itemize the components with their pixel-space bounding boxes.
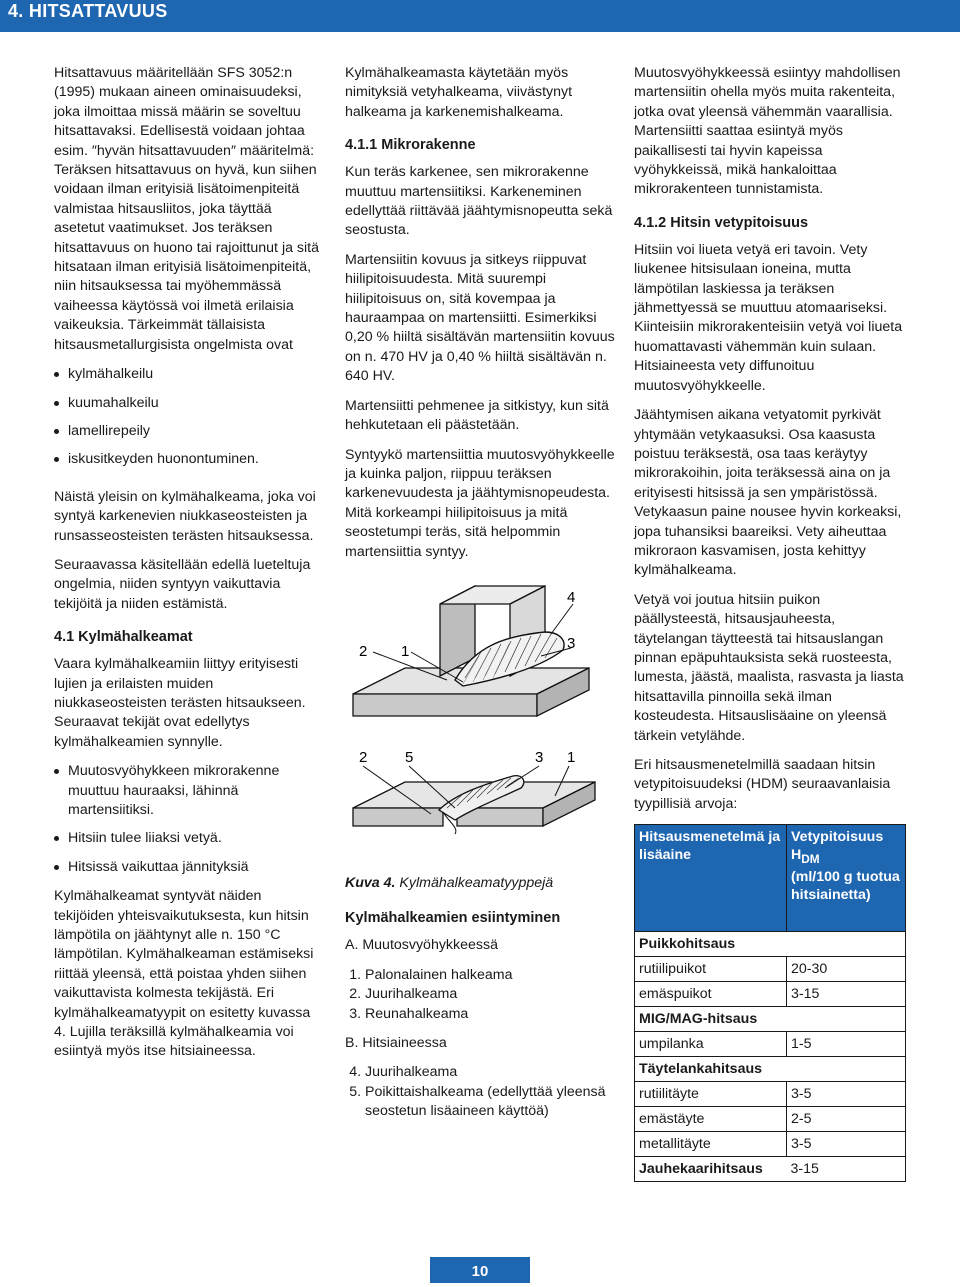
table-row [635,982,906,1007]
group-a-item: 2. Juurihalkeama [365,985,617,1004]
table-row [635,1057,906,1082]
risk-paragraph: Vaara kylmähalkeamiin liittyy erityisesti lujien ja erilaisten muiden niukkaseosteisten terästen hitsaukseen. Seuraavat tekijät ovat edellytys kylmähalkeamien synnylle. [54,656,306,750]
table-row [635,1007,906,1032]
table-value-cell: 3-15 [787,1157,906,1182]
hdm-subscript: DM [801,852,820,867]
group-b-item: 5. Poikittaishalkeama (edellyttää yleensä seostetun lisäaineen käyttöä) [365,1083,617,1122]
condition-item: Hitsissä vaikuttaa jännityksiä [54,858,324,877]
table-group-cell: Täytelankahitsaus [635,1057,906,1082]
figure-label: 1 [567,748,576,766]
cold-crack-common-paragraph: Näistä yleisin on kylmähalkeama, joka voi syntyä karkenevien niukkaseosteisten ja runsasseosteisten terästen hitsauksessa. [54,488,316,544]
figure-label: 5 [405,748,414,766]
section-heading-4-1-2: 4.1.2 Hitsin vetypitoisuus [634,214,809,231]
table-value-cell: 2-5 [787,1107,906,1132]
table-row [635,1107,906,1132]
table-value-cell: 1-5 [787,1032,906,1057]
table-row [635,1032,906,1057]
figure-label: 3 [535,748,544,766]
table-value-cell: 3-5 [787,1132,906,1157]
table-row [635,932,906,957]
hdm-intro-paragraph: Eri hitsausmenetelmillä saadaan hitsin vetypitoisuudeksi (HDM) seuraavanlaisia tyypillisiä arvoja: [634,757,891,812]
section-heading-4-1: 4.1 Kylmähalkeamat [54,629,193,646]
page-number: 10 [430,1257,530,1283]
figure-label: 1 [401,642,410,660]
group-b-list [345,1063,617,1121]
problem-list [54,365,324,470]
table-row [635,957,906,982]
haz-paragraph: Muutosvyöhykkeessä esiintyy mahdollisen martensiitin ohella myös muita rakenteita, jotka ovat yleensä vähemmän vaarallisia. Martensiitti saattaa esiintyä myös paikallisesti tai hyvin kapeissa vyöhykkeissä, mikä hankaloittaa mikrorakenteen tunnistamista. [634,65,901,198]
group-a-label: A. Muutosvyöhykkeessä [345,937,498,954]
hydrogen-dissolution-paragraph: Hitsiin voi liueta vetyä eri tavoin. Vety liukenee hitsisulaan ioneina, mutta lämpötilan laskiessa ja teräksen jähmettyessä se muuttuu atomaariseksi. Kiinteisiin mikrorakenteisiin vetyä voi liueta huomattavasti vähemmän kuin sulaan. Hitsiaineesta vety diffunoituu muutosvyöhykkeelle. [634,241,903,394]
table-value-cell: 3-5 [787,1082,906,1107]
occurrence-heading: Kylmähalkeamien esiintyminen [345,910,561,927]
formation-paragraph: Syntyykö martensiittia muutosvyöhykkeelle ja kuinka paljon, riippuu teräksen karkenevuudesta ja jäähtymisnopeudesta. Mitä korkeampi hiilipitoisuus ja mitä seostetumpi teräs, sitä helpommin martensiittia syntyy. [345,446,615,560]
hydrogen-gas-paragraph: Jäähtymisen aikana vetyatomit pyrkivät yhtymään vetykaasuksi. Osa kaasusta poistuu teräksestä, osa taas keräytyy mikrorakoihin, joita teräksessä aina on ja erityisesti hitsissä ja sen ympäristössä. Vetykaasun paine nousee hyvin korkeaksi, jopa tuhansiksi baareiksi. Vety aiheuttaa mikroraon kasvamisen, josta kehittyy kylmähalkeama. [634,407,902,579]
weld-crack-figure [345,576,617,866]
condition-item: Muutosvyöhykkeen mikrorakenne muuttuu hauraaksi, lähinnä martensiitiksi. [54,762,324,820]
table-method-cell: umpilanka [635,1032,787,1057]
table-row [635,1157,906,1182]
chapter-header-bar [0,0,960,32]
table-header-row [635,825,906,932]
table-method-cell: metallitäyte [635,1132,787,1157]
hardening-paragraph: Kun teräs karkenee, sen mikrorakenne muuttuu martensiitiksi. Karkeneminen edellyttää riittävää jäähtymisnopeutta sekä seostusta. [345,164,613,239]
mechanism-paragraph: Kylmähalkeamat syntyvät näiden tekijöiden yhteisvaikutuksesta, kun hitsin lämpötila on jäähtynyt alle n. 150 °C lämpötilan. Kylmähalkeaman estämiseksi riittää yleensä, että poistaa yhden siihen vaikuttavista kolmesta tekijästä. Eri kylmähalkeamatyypit on esitetty kuvassa 4. Lujilla teräksillä kylmähalkeamia voi esiintyä myös itse hitsiaineessa. [54,888,314,1060]
group-a-list [345,966,617,1024]
table-method-cell: rutiilipuikot [635,957,787,982]
hardness-paragraph: Martensiitin kovuus ja sitkeys riippuvat hiilipitoisuudesta. Mitä suurempi hiilipitoisuus on, sitä kovempaa ja hauraampaa on martensiitti. Esimerkiksi 0,20 % hiiltä sisältävän martensiitin kovuus on n. 470 HV ja 0,40 % hiiltä sisältävän n. 640 HV. [345,251,615,385]
column-middle [345,64,617,1132]
figure-label: 4 [567,588,576,606]
problem-item: lamellirepeily [54,422,324,441]
figure-label: 2 [359,748,368,766]
group-b-label: B. Hitsiaineessa [345,1034,447,1051]
tempering-paragraph: Martensiitti pehmenee ja sitkistyy, kun sitä hehkutetaan eli päästetään. [345,397,609,434]
table-method-cell: emäspuikot [635,982,787,1007]
figure-label: 3 [567,634,576,652]
table-group-cell: MIG/MAG-hitsaus [635,1007,906,1032]
table-group-cell: Jauhekaarihitsaus [635,1157,787,1182]
table-method-cell: rutiilitäyte [635,1082,787,1107]
table-header-hydrogen: Vetypitoisuus $H_{DM}$ (ml/100 g tuotua hitsiainetta) [787,825,906,932]
condition-item: Hitsiin tulee liiaksi vetyä. [54,829,324,848]
group-a-item: 1. Palonalainen halkeama [365,966,617,985]
problem-item: iskusitkeyden huonontuminen. [54,450,324,469]
table-row [635,1082,906,1107]
table-value-cell: 3-15 [787,982,906,1007]
table-group-cell: Puikkohitsaus [635,932,906,957]
conditions-list [54,762,324,877]
problem-item: kylmähalkeilu [54,365,324,384]
table-header-method: Hitsausmenetelmä ja lisäaine [635,825,787,932]
chapter-title: 4. HITSATTAVUUS [8,1,168,21]
section-heading-4-1-1: 4.1.1 Mikrorakenne [345,137,476,154]
table-value-cell: 20-30 [787,957,906,982]
synonyms-paragraph: Kylmähalkeamasta käytetään myös nimityksiä vetyhalkeama, viivästynyt halkeama ja karkenemishalkeama. [345,65,573,120]
group-b-item: 4. Juurihalkeama [365,1063,617,1082]
figure-label: 2 [359,642,368,660]
column-left [54,64,324,1072]
problem-item: kuumahalkeilu [54,394,324,413]
group-a-item: 3. Reunahalkeama [365,1005,617,1024]
table-method-cell: emästäyte [635,1107,787,1132]
caption-text: Kylmähalkeamatyyppejä [399,874,554,891]
butt-weld-drawing [353,749,595,834]
table-row [635,1132,906,1157]
figure-caption [345,874,617,893]
column-right [634,64,906,1182]
hydrogen-sources-paragraph: Vetyä voi joutua hitsiin puikon päällysteestä, hitsausjauheesta, täytelangan täytteestä tai hitsauslangan pinnan epäpuhtauksista sekä ruosteesta, lumesta, jäästä, maalista, rasvasta ja liasta hitsattavilla pinnoilla sekä ilman kosteudesta. Hitsauslisäaine on yleensä tärkein vetylähde. [634,591,904,744]
fillet-weld-drawing [353,586,589,716]
hydrogen-content-table [634,824,906,1182]
intro-paragraph: Hitsattavuus määritellään SFS 3052:n (1995) mukaan aineen ominaisuudeksi, joka ilmoittaa missä määrin se soveltuu hitsattavaksi. Edellisestä voidaan johtaa esim. ″hyvän hitsattavuuden″ määritelmä: Teräksen hitsattavuus on hyvä, kun siihen voidaan ilman erityisiä lisätoimenpiteitä valmistaa hitsausliitos, joka täyttää asetetut vaatimukset. Jos teräksen hitsattavuus on huono tai rajoittunut ja sitä hitsataan ilman erityisiä lisätoimenpiteitä, niin hitsauksessa tai myöhemmässä vaiheessa käytössä voi ilmetä erilaisia vaikeuksia. Tärkeimmät tällaisista hitsausmetallurgisista ongelmista ovat [54,65,320,353]
following-paragraph: Seuraavassa käsitellään edellä lueteltuja ongelmia, niiden syntyyn vaikuttavia tekijöitä ja niiden estämistä. [54,556,311,612]
caption-label: Kuva 4. [345,874,396,891]
